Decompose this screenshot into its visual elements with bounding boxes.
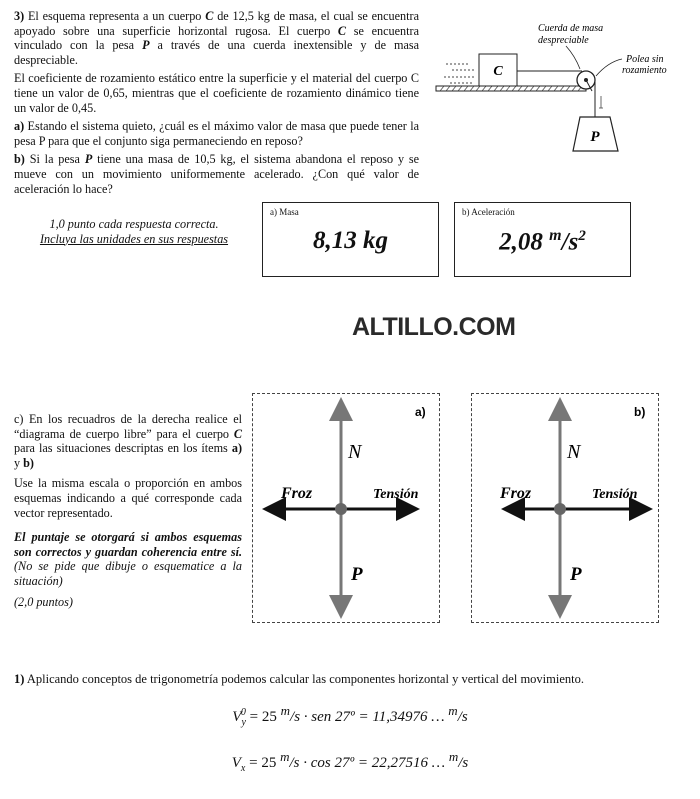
q1-label: 1) <box>14 672 25 686</box>
tension-label: Tensión <box>373 487 419 502</box>
body-point <box>554 503 566 515</box>
q3-intro <box>14 9 419 67</box>
rope-label: despreciable <box>538 35 589 46</box>
question-1 <box>14 672 694 687</box>
weight-p-label: P <box>590 129 600 145</box>
note-line: 1,0 punto cada respuesta correcta. <box>49 217 219 231</box>
formula-trig: · cos 27º = 22,27516 … <box>303 755 446 771</box>
q3-text: El esquema representa a un cuerpo <box>27 9 202 23</box>
unit-m: m <box>549 227 562 244</box>
friction-label: Froz <box>500 485 532 502</box>
qc-label: c) <box>14 412 24 426</box>
item-a-label: a) <box>14 119 25 134</box>
tension-label: Tensión <box>592 487 638 502</box>
q3-text: de 12,5 kg de masa, el cual se encuentra apoyado sobre una superficie horizontal rugosa. El cuerpo <box>14 9 420 38</box>
note-line: Incluya las unidades en sus respuestas <box>39 231 229 246</box>
q3-text: a través de una cuerda inextensible y de masa despreciable. <box>14 38 420 67</box>
formula-symbol: V <box>232 709 242 725</box>
free-body-diagram-b[interactable] <box>471 393 659 623</box>
answer-value: 8,13 kg <box>313 227 388 254</box>
q3-item-b <box>14 152 419 196</box>
friction-label: Froz <box>281 485 313 502</box>
weight-label: P <box>351 564 363 585</box>
normal-label: N <box>348 441 362 463</box>
weight-label: P <box>570 564 582 585</box>
formula-unit: /s <box>289 755 300 771</box>
body-c-label: C <box>205 9 214 23</box>
formula-unit: m <box>448 749 459 764</box>
rope-pointer <box>566 46 580 69</box>
formula-value: = 25 <box>249 709 277 725</box>
normal-label: N <box>567 441 581 463</box>
formula-value: = 25 <box>249 755 277 771</box>
qc-text: En los recuadros de la derecha realice el “diagrama de cuerpo libre” para el cuerpo <box>14 412 243 441</box>
q3-number: 3) <box>14 9 25 23</box>
item-b-text: Si la pesa <box>29 152 80 167</box>
formula-vx <box>0 749 700 774</box>
rope-label: Cuerda de masa <box>538 23 604 34</box>
qc-scoring <box>14 530 242 588</box>
q3-text: se encuentra vinculado con la pesa <box>14 23 420 53</box>
qc-text: para las situaciones descriptas en los ítems <box>14 441 228 456</box>
free-body-diagram-a[interactable] <box>252 393 440 623</box>
item-b-ref: b) <box>23 455 34 470</box>
qc-scale: Use la misma escala o proporción en ambos esquemas indicando a qué corresponde cada vector representado. <box>14 476 242 520</box>
formula-symbol: V <box>231 755 241 771</box>
q1-text: Aplicando conceptos de trigonometría podemos calcular las componentes horizontal y vertical del movimiento. <box>26 672 584 686</box>
qc-text: y <box>14 455 21 470</box>
pulley-pointer <box>596 59 622 76</box>
watermark: ALTILLO.COM <box>352 313 516 341</box>
qc-instructions <box>14 412 242 470</box>
diagram-tag: b) <box>634 405 646 419</box>
weight-p-label: P <box>142 38 150 53</box>
fbd-a-svg <box>253 394 439 622</box>
formula-unit: m <box>280 703 291 718</box>
question-3 <box>14 9 419 200</box>
answer-box-acceleration[interactable] <box>454 202 631 277</box>
answer-label: a) Masa <box>270 207 299 217</box>
pulley-system-figure <box>430 14 695 164</box>
item-a-ref: a) <box>231 441 242 456</box>
formula-unit: m <box>448 703 458 718</box>
body-c-label: C <box>337 23 347 38</box>
formula-unit: m <box>280 749 290 764</box>
unit-exp: 2 <box>578 228 586 244</box>
formula-vy <box>0 703 700 728</box>
question-c <box>14 412 242 615</box>
pulley-label: Polea sin <box>626 54 664 65</box>
block-c-label: C <box>493 64 503 79</box>
formula-trig: · sen 27º = 11,34976 … <box>303 709 445 725</box>
motion-lines <box>444 64 474 83</box>
answer-number: 2,08 <box>499 228 543 256</box>
formula-sub: x <box>240 763 246 774</box>
qc-scoring-note: (No se pide que dibuje o esquematice a la situación) <box>14 559 242 588</box>
qc-scoring-bold: El puntaje se otorgará si ambos esquemas son correctos y guardan coherencia entre sí. <box>14 530 242 559</box>
formula-sub: y <box>241 717 246 728</box>
item-a-text: Estando el sistema quieto, ¿cuál es el máximo valor de masa que puede tener la pesa P para que el conjunto siga permaneciendo en reposo? <box>14 119 420 148</box>
fbd-b-svg <box>472 394 658 622</box>
diagram-tag: a) <box>415 405 426 419</box>
item-b-text: tiene una masa de 10,5 kg, el sistema abandona el reposo y se mueve con un movimiento uniformemente acelerado. ¿Con qué valor de aceleración lo hace? <box>14 152 420 196</box>
formula-unit: /s <box>290 709 301 725</box>
body-c-label: C <box>233 426 242 441</box>
q3-coefficients: El coeficiente de rozamiento estático entre la superficie y el material del cuerpo C tiene un valor de 0,65, mientras que el coeficiente de rozamiento dinámico tiene un valor de 0,45. <box>14 71 419 115</box>
unit-s: /s <box>561 228 579 256</box>
qc-points: (2,0 puntos) <box>14 594 73 609</box>
scoring-note <box>14 217 254 246</box>
item-b-label: b) <box>14 152 25 167</box>
formula-sup: 0 <box>240 707 246 718</box>
pulley-label: rozamiento <box>622 65 667 76</box>
body-point <box>335 503 347 515</box>
formula-unit: /s <box>457 709 468 725</box>
q3-item-a <box>14 119 419 148</box>
answer-label: b) Aceleración <box>462 207 515 217</box>
weight-p-label: P <box>84 152 93 167</box>
answer-value <box>455 227 630 256</box>
answer-box-mass[interactable] <box>262 202 439 277</box>
formula-unit: /s <box>458 755 469 771</box>
